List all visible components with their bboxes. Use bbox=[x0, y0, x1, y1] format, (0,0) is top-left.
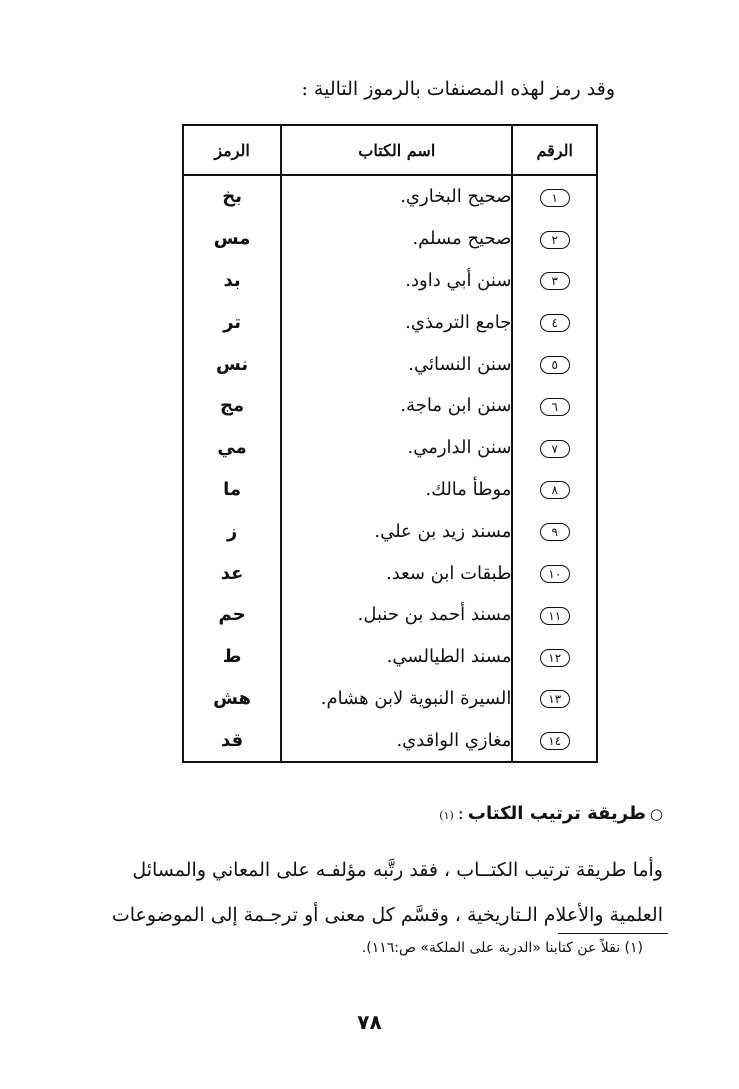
table-row bbox=[183, 343, 597, 385]
row-number: ٧ bbox=[540, 440, 570, 458]
table-row bbox=[183, 218, 597, 260]
row-number: ٣ bbox=[540, 272, 570, 290]
book-name: مسند زيد بن علي. bbox=[281, 510, 512, 552]
table-row bbox=[183, 427, 597, 469]
body-paragraph bbox=[96, 848, 663, 938]
book-symbol: ط bbox=[222, 646, 242, 668]
book-symbol: ز bbox=[226, 520, 238, 542]
book-symbol: بخ bbox=[222, 186, 242, 208]
row-number: ٤ bbox=[540, 314, 570, 332]
intro-text: وقد رمز لهذه المصنفات بالرموز التالية : bbox=[301, 78, 615, 100]
book-symbol: نس bbox=[215, 353, 249, 375]
book-name: مغازي الواقدي. bbox=[281, 719, 512, 762]
row-number: ١٢ bbox=[540, 649, 570, 667]
section-title: طريقة ترتيب الكتاب bbox=[467, 803, 646, 824]
table-row bbox=[183, 678, 597, 720]
row-number: ١ bbox=[540, 189, 570, 207]
table-row bbox=[183, 510, 597, 552]
book-name: طبقات ابن سعد. bbox=[281, 552, 512, 594]
section-colon: : bbox=[457, 803, 464, 824]
paragraph-line: العلمية والأعلام الـتاريخية ، وقسَّم كل معنى أو ترجـمة إلى الموضوعات bbox=[111, 904, 663, 926]
book-name: سنن النسائي. bbox=[281, 343, 512, 385]
row-number: ٩ bbox=[540, 523, 570, 541]
table-row bbox=[183, 260, 597, 302]
book-name: صحيح البخاري. bbox=[281, 175, 512, 218]
table-row bbox=[183, 385, 597, 427]
footnote-reference: (١) bbox=[439, 809, 454, 822]
table-row bbox=[183, 175, 597, 218]
table-header-row bbox=[183, 125, 597, 175]
book-symbol: مي bbox=[217, 437, 247, 459]
symbols-table bbox=[182, 124, 598, 763]
table-row bbox=[183, 301, 597, 343]
book-name: جامع الترمذي. bbox=[281, 301, 512, 343]
paragraph-line: وأما طريقة ترتيب الكتــاب ، فقد رتَّبه مؤلفـه على المعاني والمسائل bbox=[132, 859, 663, 881]
table-row bbox=[183, 636, 597, 678]
table-row bbox=[183, 594, 597, 636]
book-symbol: تر bbox=[223, 311, 242, 333]
book-symbol: مج bbox=[220, 395, 245, 417]
book-symbol: بد bbox=[223, 269, 241, 291]
book-symbol: هش bbox=[213, 687, 252, 709]
book-name: مسند الطيالسي. bbox=[281, 636, 512, 678]
row-number: ١٣ bbox=[540, 690, 570, 708]
row-number: ١٤ bbox=[540, 732, 570, 750]
row-number: ٢ bbox=[540, 231, 570, 249]
row-number: ١٠ bbox=[540, 565, 570, 583]
book-symbol: مس bbox=[213, 228, 251, 250]
row-number: ٥ bbox=[540, 356, 570, 374]
book-name: موطأ مالك. bbox=[281, 469, 512, 511]
page-number: ٧٨ bbox=[357, 1010, 382, 1034]
footnote: (١) نقلاً عن كتابنا «الدربة على الملكة» ص:١١٦). bbox=[361, 940, 643, 956]
header-symbol: الرمز bbox=[183, 125, 281, 175]
bullet-icon: ○ bbox=[649, 805, 663, 823]
header-book-name: اسم الكتاب bbox=[281, 125, 512, 175]
book-symbol: عد bbox=[220, 562, 244, 584]
section-heading bbox=[439, 803, 663, 824]
table-row bbox=[183, 469, 597, 511]
book-name: سنن ابن ماجة. bbox=[281, 385, 512, 427]
header-number: الرقم bbox=[512, 125, 597, 175]
book-name: السيرة النبوية لابن هشام. bbox=[281, 678, 512, 720]
table-row bbox=[183, 719, 597, 762]
book-symbol: ما bbox=[223, 478, 242, 500]
row-number: ١١ bbox=[540, 607, 570, 625]
table-row bbox=[183, 552, 597, 594]
book-name: سنن الدارمي. bbox=[281, 427, 512, 469]
book-symbol: قد bbox=[220, 729, 244, 751]
book-name: سنن أبي داود. bbox=[281, 260, 512, 302]
book-name: صحيح مسلم. bbox=[281, 218, 512, 260]
row-number: ٦ bbox=[540, 398, 570, 416]
book-symbol: حم bbox=[218, 604, 246, 626]
footnote-divider bbox=[558, 933, 668, 934]
book-name: مسند أحمد بن حنبل. bbox=[281, 594, 512, 636]
row-number: ٨ bbox=[540, 481, 570, 499]
